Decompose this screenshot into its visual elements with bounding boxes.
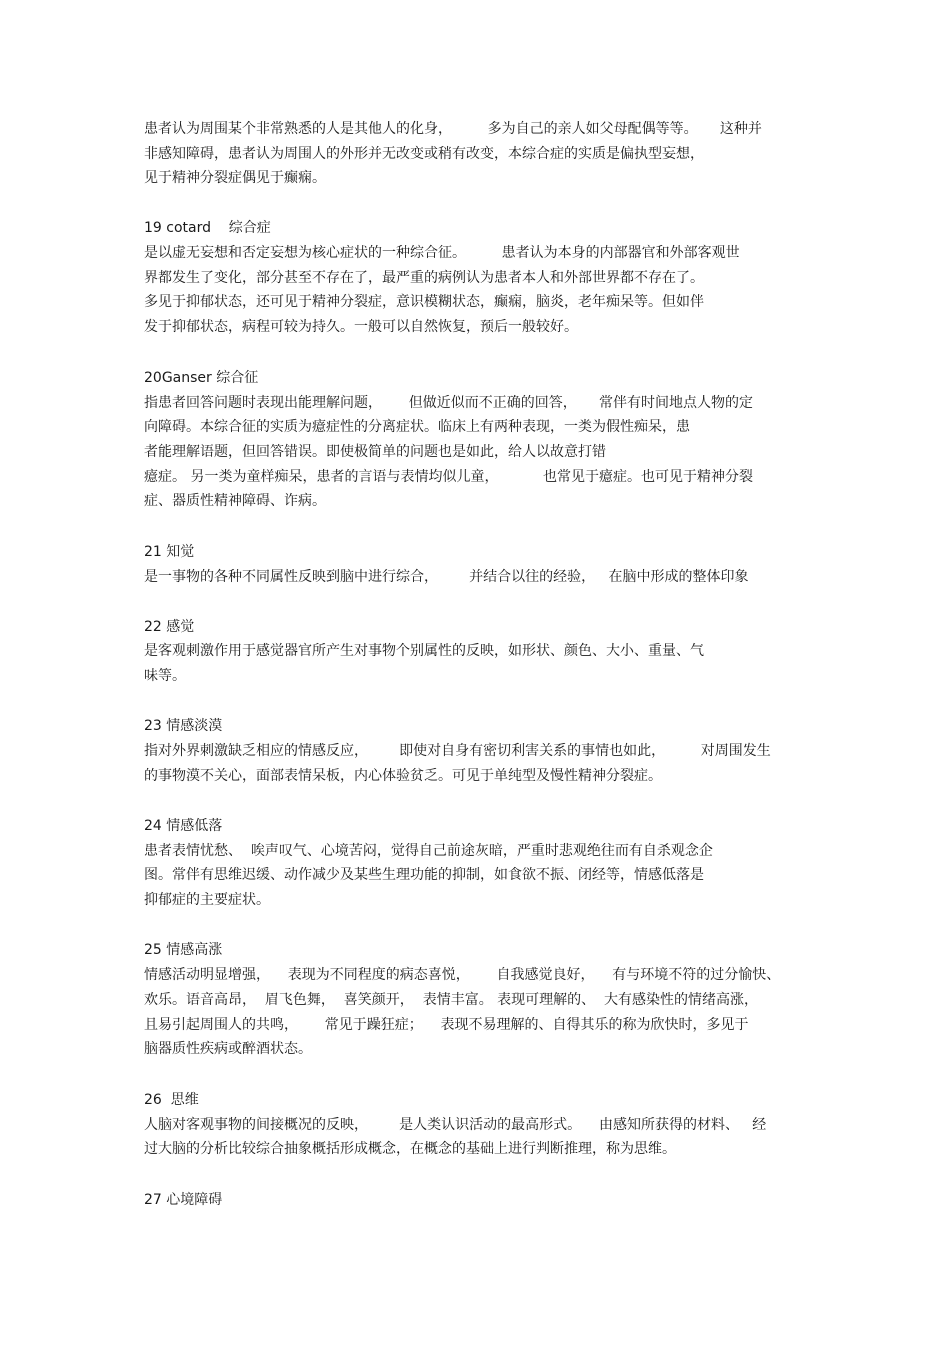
section-heading-20: 20Ganser 综合征 xyxy=(144,370,259,386)
section-heading-23: 23 情感淡漠 xyxy=(144,718,223,734)
section-25-line: 脑器质性疾病或醉酒状态。 xyxy=(144,1041,312,1057)
section-19-line: 界都发生了变化，部分甚至不存在了，最严重的病例认为患者本人和外部世界都不存在了。 xyxy=(144,270,704,286)
section-19-line: 发于抑郁状态，病程可较为持久。一般可以自然恢复，预后一般较好。 xyxy=(144,319,578,335)
section-25-line: 欢乐。语音高昂， 眉飞色舞， 喜笑颜开， 表情丰富。 表现可理解的、 大有感染性的情绪高涨， xyxy=(144,992,759,1008)
section-24-line: 患者表情忧愁、 唉声叹气、心境苦闷，觉得自己前途灰暗，严重时悲观绝往而有自杀观念企 xyxy=(144,843,713,859)
section-24-line: 图。常伴有思维迟缓、动作减少及某些生理功能的抑制，如食欲不振、闭经等，情感低落是 xyxy=(144,867,704,883)
section-21-line: 是一事物的各种不同属性反映到脑中进行综合， 并结合以往的经验， 在脑中形成的整体印象 xyxy=(144,569,749,585)
section-heading-22: 22 感觉 xyxy=(144,619,195,635)
section-22-line: 味等。 xyxy=(144,668,186,684)
intro-line: 见于精神分裂症偶见于癫痫。 xyxy=(144,170,326,186)
section-26-line: 过大脑的分析比较综合抽象概括形成概念，在概念的基础上进行判断推理，称为思维。 xyxy=(144,1141,676,1157)
section-heading-27: 27 心境障碍 xyxy=(144,1192,223,1208)
section-20-line: 者能理解语题，但回答错误。即使极简单的问题也是如此，给人以故意打错 xyxy=(144,444,606,460)
section-heading-19: 19 cotard 综合症 xyxy=(144,220,271,236)
section-19-line: 多见于抑郁状态，还可见于精神分裂症，意识模糊状态，癫痫，脑炎，老年痴呆等。但如伴 xyxy=(144,294,704,310)
section-26-line: 人脑对客观事物的间接概况的反映， 是人类认识活动的最高形式。 由感知所获得的材料、 经 xyxy=(144,1117,767,1133)
section-25-line: 情感活动明显增强， 表现为不同程度的病态喜悦， 自我感觉良好， 有与环境不符的过分愉快、 xyxy=(144,967,781,983)
section-20-line: 癔症。 另一类为童样痴呆，患者的言语与表情均似儿童， 也常见于癔症。也可见于精神分裂 xyxy=(144,469,753,485)
section-25-line: 且易引起周围人的共鸣， 常见于躁狂症； 表现不易理解的、自得其乐的称为欣快时，多见于 xyxy=(144,1017,749,1033)
section-23-line: 指对外界刺激缺乏相应的情感反应， 即使对自身有密切利害关系的事情也如此， 对周围发生 xyxy=(144,743,771,759)
section-20-line: 症、器质性精神障碍、诈病。 xyxy=(144,493,326,509)
section-20-line: 指患者回答问题时表现出能理解问题， 但做近似而不正确的回答， 常伴有时间地点人物的定 xyxy=(144,395,753,411)
intro-line: 非感知障碍，患者认为周围人的外形并无改变或稍有改变，本综合症的实质是偏执型妄想， xyxy=(144,146,704,162)
section-20-line: 向障碍。本综合征的实质为癔症性的分离症状。临床上有两种表现，一类为假性痴呆，患 xyxy=(144,419,690,435)
section-heading-21: 21 知觉 xyxy=(144,544,195,560)
section-heading-24: 24 情感低落 xyxy=(144,818,223,834)
intro-line: 患者认为周围某个非常熟悉的人是其他人的化身， 多为自己的亲人如父母配偶等等。 这种并 xyxy=(144,121,762,137)
section-24-line: 抑郁症的主要症状。 xyxy=(144,892,270,908)
section-heading-26: 26 思维 xyxy=(144,1092,199,1108)
section-19-line: 是以虚无妄想和否定妄想为核心症状的一种综合征。 患者认为本身的内部器官和外部客观世 xyxy=(144,245,740,261)
section-heading-25: 25 情感高涨 xyxy=(144,942,223,958)
section-23-line: 的事物漠不关心，面部表情呆板，内心体验贫乏。可见于单纯型及慢性精神分裂症。 xyxy=(144,768,662,784)
section-22-line: 是客观刺激作用于感觉器官所产生对事物个别属性的反映，如形状、颜色、大小、重量、气 xyxy=(144,643,704,659)
